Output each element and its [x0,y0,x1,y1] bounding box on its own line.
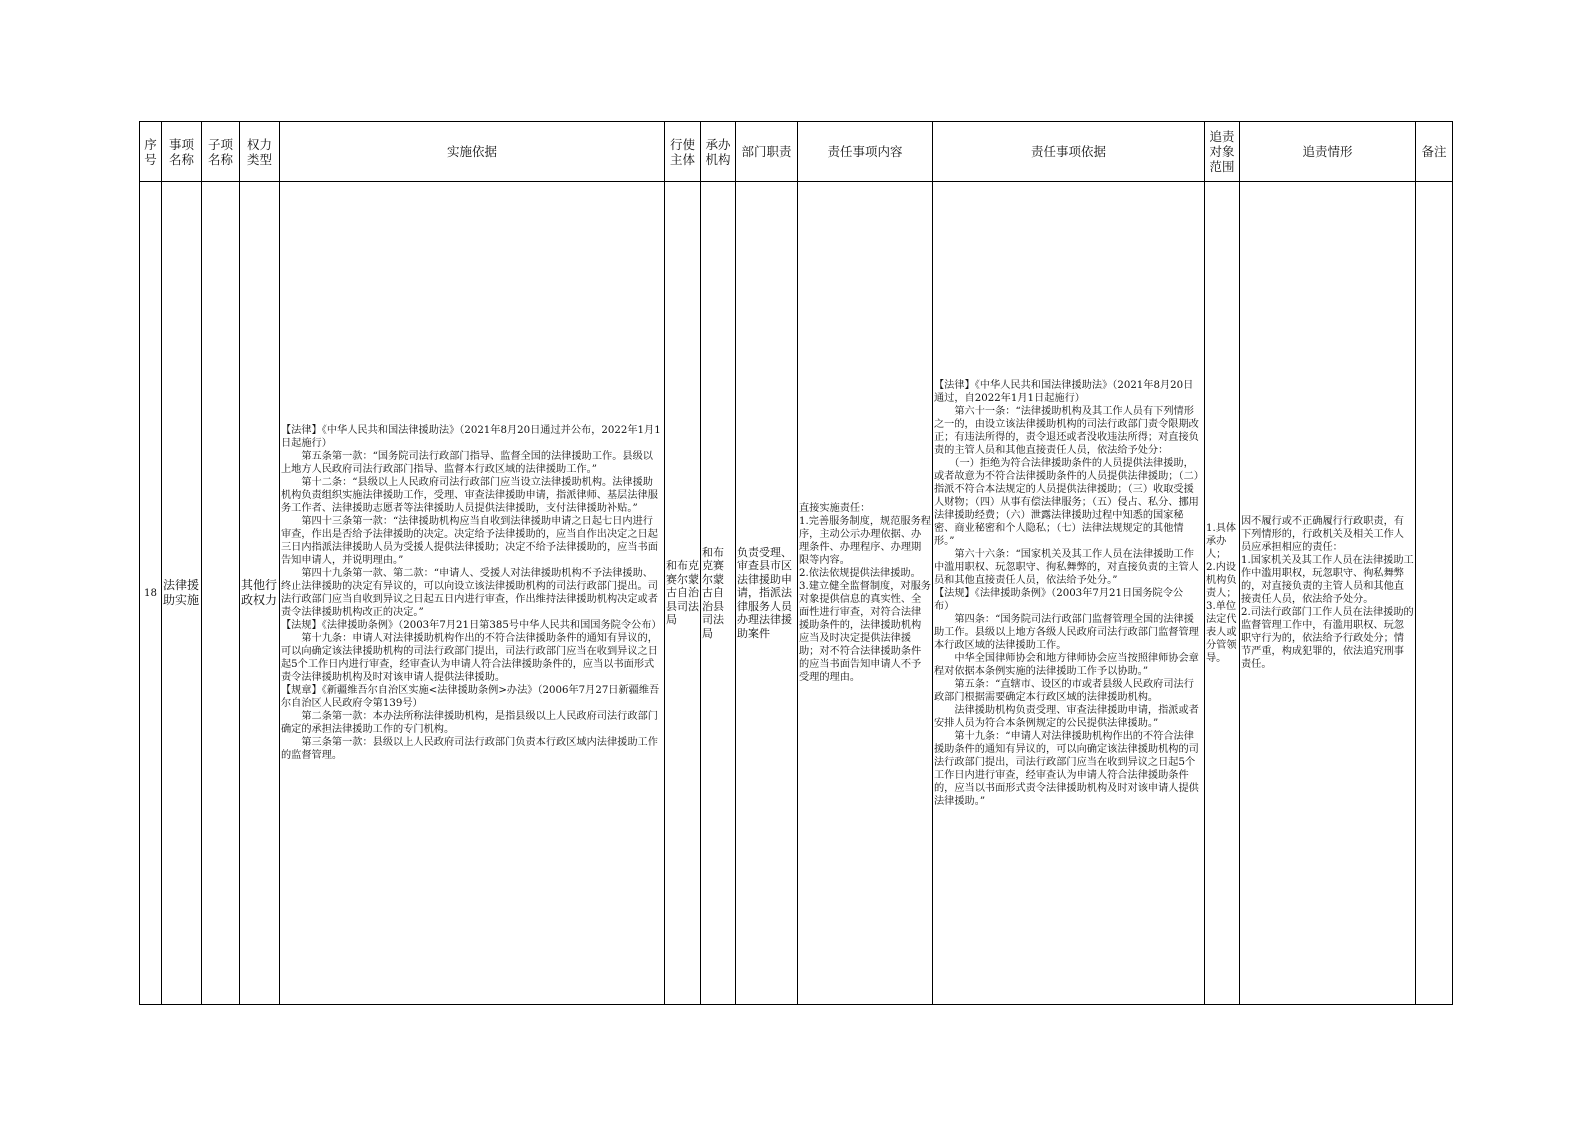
header-sub-item: 子项名称 [202,122,240,182]
header-duty: 部门职责 [736,122,798,182]
cell-undertaker: 和布克赛尔蒙古自治县司法局 [701,182,736,1005]
cell-seq: 18 [140,182,162,1005]
header-seq: 序号 [140,122,162,182]
responsibility-table [139,121,1453,1005]
header-power-type: 权力类型 [240,122,280,182]
cell-sub-item [202,182,240,1005]
header-row [140,122,1453,182]
header-basis: 实施依据 [280,122,665,182]
header-resp-basis: 责任事项依据 [933,122,1205,182]
header-item-name: 事项名称 [162,122,202,182]
cell-item-name: 法律援助实施 [162,182,202,1005]
header-resp-content: 责任事项内容 [798,122,933,182]
cell-duty: 负责受理、审查县市区法律援助申请，指派法律服务人员办理法律援助案件 [736,182,798,1005]
header-subject: 行使主体 [665,122,701,182]
cell-power-type: 其他行政权力 [240,182,280,1005]
cell-resp-content: 直接实施责任： 1.完善服务制度，规范服务程序，主动公示办理依据、办理条件、办理程序、办理期限等内容。 2.依法依规提供法律援助。 3.建立健全监督制度，对服务对象提供信息的真实性、全面性进行审查，对符合法律援助条件的，法律援助机构应当及时决定提供法律援助；对不符合法律援助条件的应当书面告知申请人不予受理的理由。 [798,182,933,1005]
cell-subject: 和布克赛尔蒙古自治县司法局 [665,182,701,1005]
header-undertaker: 承办机构 [701,122,736,182]
header-accountable: 追责对象范围 [1205,122,1240,182]
cell-remark [1416,182,1453,1005]
cell-resp-basis: 【法律】《中华人民共和国法律援助法》（2021年8月20日通过，自2022年1月1日起施行） 第六十一条：“法律援助机构及其工作人员有下列情形之一的，由设立该法律援助机构的司法行政部门责令限期改正；有违法所得的，责令退还或者没收违法所得；对直接负责的主管人员和其他直接责任人员，依法给予处分： （一）拒绝为符合法律援助条件的人员提供法律援助，或者故意为不符合法律援助条件的人员提供法律援助；（二）指派不符合本法规定的人员提供法律援助；（三）收取受援人财物；（四）从事有偿法律服务；（五）侵占、私分、挪用法律援助经费；（六）泄露法律援助过程中知悉的国家秘密、商业秘密和个人隐私；（七）法律法规规定的其他情形。” 第六十六条：“国家机关及其工作人员在法律援助工作中滥用职权、玩忽职守、徇私舞弊的，对直接负责的主管人员和其他直接责任人员，依法给予处分。” 【法规】《法律援助条例》（2003年7月21日国务院令公布） 第四条：“国务院司法行政部门监督管理全国的法律援助工作。县级以上地方各级人民政府司法行政部门监督管理本行政区域的法律援助工作。 中华全国律师协会和地方律师协会应当按照律师协会章程对依据本条例实施的法律援助工作予以协助。” 第五条：“直辖市、设区的市或者县级人民政府司法行政部门根据需要确定本行政区域的法律援助机构。 法律援助机构负责受理、审查法律援助申请，指派或者安排人员为符合本条例规定的公民提供法律援助。” 第十九条：“申请人对法律援助机构作出的不符合法律援助条件的通知有异议的，可以向确定该法律援助机构的司法行政部门提出，司法行政部门应当在收到异议之日起5个工作日内进行审查，经审查认为申请人符合法律援助条件的，应当以书面形式责令法律援助机构及时对该申请人提供法律援助。” [933,182,1205,1005]
header-circumstances: 追责情形 [1240,122,1416,182]
cell-circumstances: 因不履行或不正确履行行政职责，有下列情形的，行政机关及相关工作人员应承担相应的责任： 1.国家机关及其工作人员在法律援助工作中滥用职权，玩忽职守、徇私舞弊的，对直接负责的主管人员和其他直接责任人员，依法给予处分。 2.司法行政部门工作人员在法律援助的监督管理工作中，有滥用职权、玩忽职守行为的，依法给予行政处分；情节严重，构成犯罪的，依法追究刑事责任。 [1240,182,1416,1005]
table-row [140,182,1453,1005]
cell-accountable: 1.具体承办人； 2.内设机构负责人； 3.单位法定代表人或分管领导。 [1205,182,1240,1005]
cell-basis: 【法律】《中华人民共和国法律援助法》（2021年8月20日通过并公布，2022年1月1日起施行） 第五条第一款：“国务院司法行政部门指导、监督全国的法律援助工作。县级以上地方人民政府司法行政部门指导、监督本行政区域的法律援助工作。” 第十二条：“县级以上人民政府司法行政部门应当设立法律援助机构。法律援助机构负责组织实施法律援助工作，受理、审查法律援助申请，指派律师、基层法律服务工作者、法律援助志愿者等法律援助人员提供法律援助，支付法律援助补贴。” 第四十三条第一款：“法律援助机构应当自收到法律援助申请之日起七日内进行审查，作出是否给予法律援助的决定。决定给予法律援助的，应当自作出决定之日起三日内指派法律援助人员为受援人提供法律援助；决定不给予法律援助的，应当书面告知申请人，并说明理由。” 第四十九条第一款、第二款：“申请人、受援人对法律援助机构不予法律援助、终止法律援助的决定有异议的，可以向设立该法律援助机构的司法行政部门提出。司法行政部门应当自收到异议之日起五日内进行审查，作出维持法律援助机构决定或者责令法律援助机构改正的决定。” 【法规】《法律援助条例》（2003年7月21日第385号中华人民共和国国务院令公布） 第十九条：申请人对法律援助机构作出的不符合法律援助条件的通知有异议的，可以向确定该法律援助机构的司法行政部门提出，司法行政部门应当在收到异议之日起5个工作日内进行审查，经审查认为申请人符合法律援助条件的，应当以书面形式责令法律援助机构及时对该申请人提供法律援助。 【规章】《新疆维吾尔自治区实施<法律援助条例>办法》（2006年7月27日新疆维吾尔自治区人民政府令第139号） 第二条第一款：本办法所称法律援助机构，是指县级以上人民政府司法行政部门确定的承担法律援助工作的专门机构。 第三条第一款：县级以上人民政府司法行政部门负责本行政区域内法律援助工作的监督管理。 [280,182,665,1005]
header-remark: 备注 [1416,122,1453,182]
